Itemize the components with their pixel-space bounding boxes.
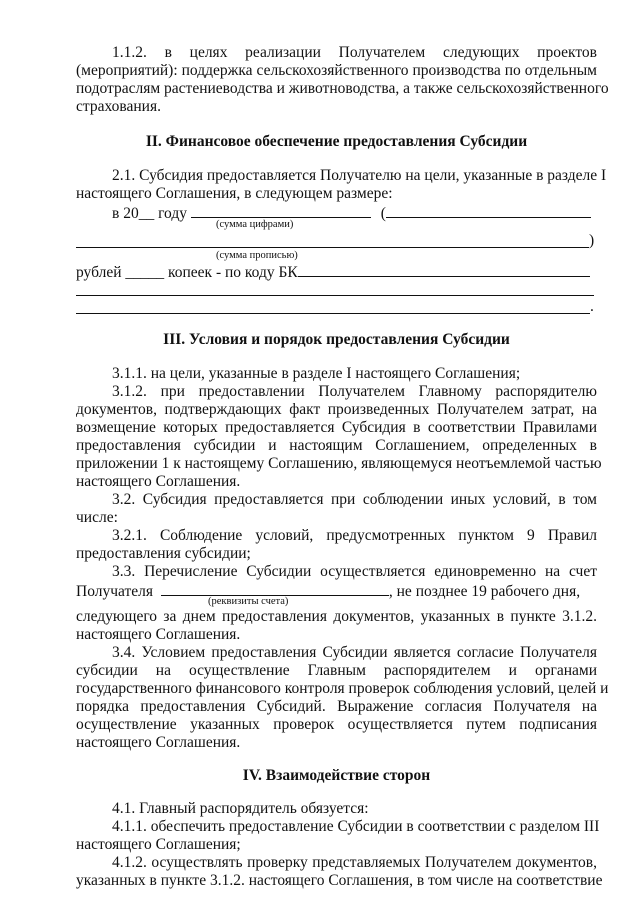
clause-3-1-2-line-5: приложении 1 к настоящему Соглашению, являющемуся неотъемлемой частью — [76, 455, 602, 472]
clause-3-3-line-4: настоящего Соглашения. — [76, 626, 241, 643]
clause-3-3-line-2 — [76, 581, 597, 601]
clause-3-4-line-4: порядка предоставления Субсидий. Выражение согласия Получателя на — [76, 698, 597, 715]
clause-3-3-line-3: следующего за днем предоставления документов, указанных в пункте 3.1.2. — [76, 608, 597, 625]
clause-3-1-2-line-3: возмещение которых предоставляется Субсидия в соответствии Правилами — [76, 419, 597, 436]
bk-code-blank — [298, 262, 590, 277]
rub-bk-line — [76, 262, 597, 282]
hint-digits: (сумма цифрами) — [216, 219, 294, 230]
deadline-text: , не позднее 19 рабочего дня, — [388, 583, 581, 600]
clause-1-1-2-line-2: (мероприятий): поддержка сельскохозяйственного производства по отдельным — [76, 62, 597, 79]
clause-3-2-line-2: числе: — [76, 509, 118, 526]
clause-2-1-line-1: 2.1. Субсидия предоставляется Получателю на цели, указанные в разделе I — [112, 167, 607, 184]
clause-2-1-line-2: настоящего Соглашения, в следующем размере: — [76, 185, 393, 202]
clause-3-2-1-line-2: предоставления субсидии; — [76, 545, 251, 562]
clause-3-1-2-line-6: настоящего Соглашения. — [76, 473, 241, 490]
clause-3-1-2-line-2: документов, подтверждающих факт произведенных Получателем затрат, на — [76, 401, 597, 418]
clause-3-2-line-1: 3.2. Субсидия предоставляется при соблюдении иных условий, в том — [112, 491, 597, 508]
clause-3-3-line-1: 3.3. Перечисление Субсидии осуществляется единовременно на счет — [112, 563, 597, 580]
clause-3-4-line-6: настоящего Соглашения. — [76, 734, 241, 751]
blank-line-dot: . — [590, 298, 594, 315]
clause-4-1-1-line-2: настоящего Соглашения; — [76, 836, 241, 853]
clause-3-2-1-line-1: 3.2.1. Соблюдение условий, предусмотренных пунктом 9 Правил — [112, 527, 597, 544]
year-amount-line — [112, 203, 597, 223]
hint-account: (реквизиты счета) — [208, 596, 289, 607]
clause-3-1-2-line-4: предоставления субсидии и настоящим Соглашением, определенных в — [76, 437, 597, 454]
clause-4-1-2-line-1: 4.1.2. осуществлять проверку представляемых Получателем документов, — [112, 854, 597, 871]
year-prefix: в 20__ году — [112, 205, 187, 222]
blank-line-2 — [76, 313, 590, 314]
recipient-label: Получателя — [76, 583, 154, 600]
amount-digits-blank — [191, 203, 371, 218]
paren-close: ) — [589, 232, 595, 249]
clause-1-1-2-line-4: страхования. — [76, 98, 161, 115]
clause-1-1-2-line-3: подотраслям растениеводства и животноводства, а также сельскохозяйственного — [76, 80, 609, 97]
hint-words: (сумма прописью) — [216, 250, 298, 261]
rub-kop-bk-label: рублей _____ копеек - по коду БК — [76, 264, 298, 281]
clause-3-4-line-2: субсидии на осуществление Главным распорядителем и органами — [76, 662, 597, 679]
amount-words-blank-start — [386, 203, 591, 218]
clause-4-1: 4.1. Главный распорядитель обязуется: — [112, 800, 369, 817]
account-details-blank — [161, 581, 389, 596]
clause-4-1-1-line-1: 4.1.1. обеспечить предоставление Субсидии в соответствии с разделом III — [112, 818, 600, 835]
clause-3-4-line-3: государственного финансового контроля проверок соблюдения условий, целей и — [76, 680, 609, 697]
clause-3-4-line-5: осуществление указанных проверок осуществляется путем подписания — [76, 716, 597, 733]
blank-line-1 — [76, 295, 594, 296]
clause-3-1-2-line-1: 3.1.2. при предоставлении Получателем Главному распорядителю — [112, 383, 597, 400]
clause-1-1-2-line-1: 1.1.2. в целях реализации Получателем следующих проектов — [112, 44, 597, 61]
clause-3-1-1: 3.1.1. на цели, указанные в разделе I настоящего Соглашения; — [112, 365, 521, 382]
section-4-heading: IV. Взаимодействие сторон — [242, 767, 431, 784]
amount-words-blank-line — [76, 247, 589, 248]
paren-open: ( — [380, 205, 386, 222]
clause-3-4-line-1: 3.4. Условием предоставления Субсидии является согласие Получателя — [112, 644, 597, 661]
section-3-heading: III. Условия и порядок предоставления Субсидии — [163, 331, 510, 348]
section-2-heading: II. Финансовое обеспечение предоставления Субсидии — [145, 133, 528, 150]
clause-4-1-2-line-2: указанных в пункте 3.1.2. настоящего Соглашения, в том числе на соответствие — [76, 872, 603, 889]
